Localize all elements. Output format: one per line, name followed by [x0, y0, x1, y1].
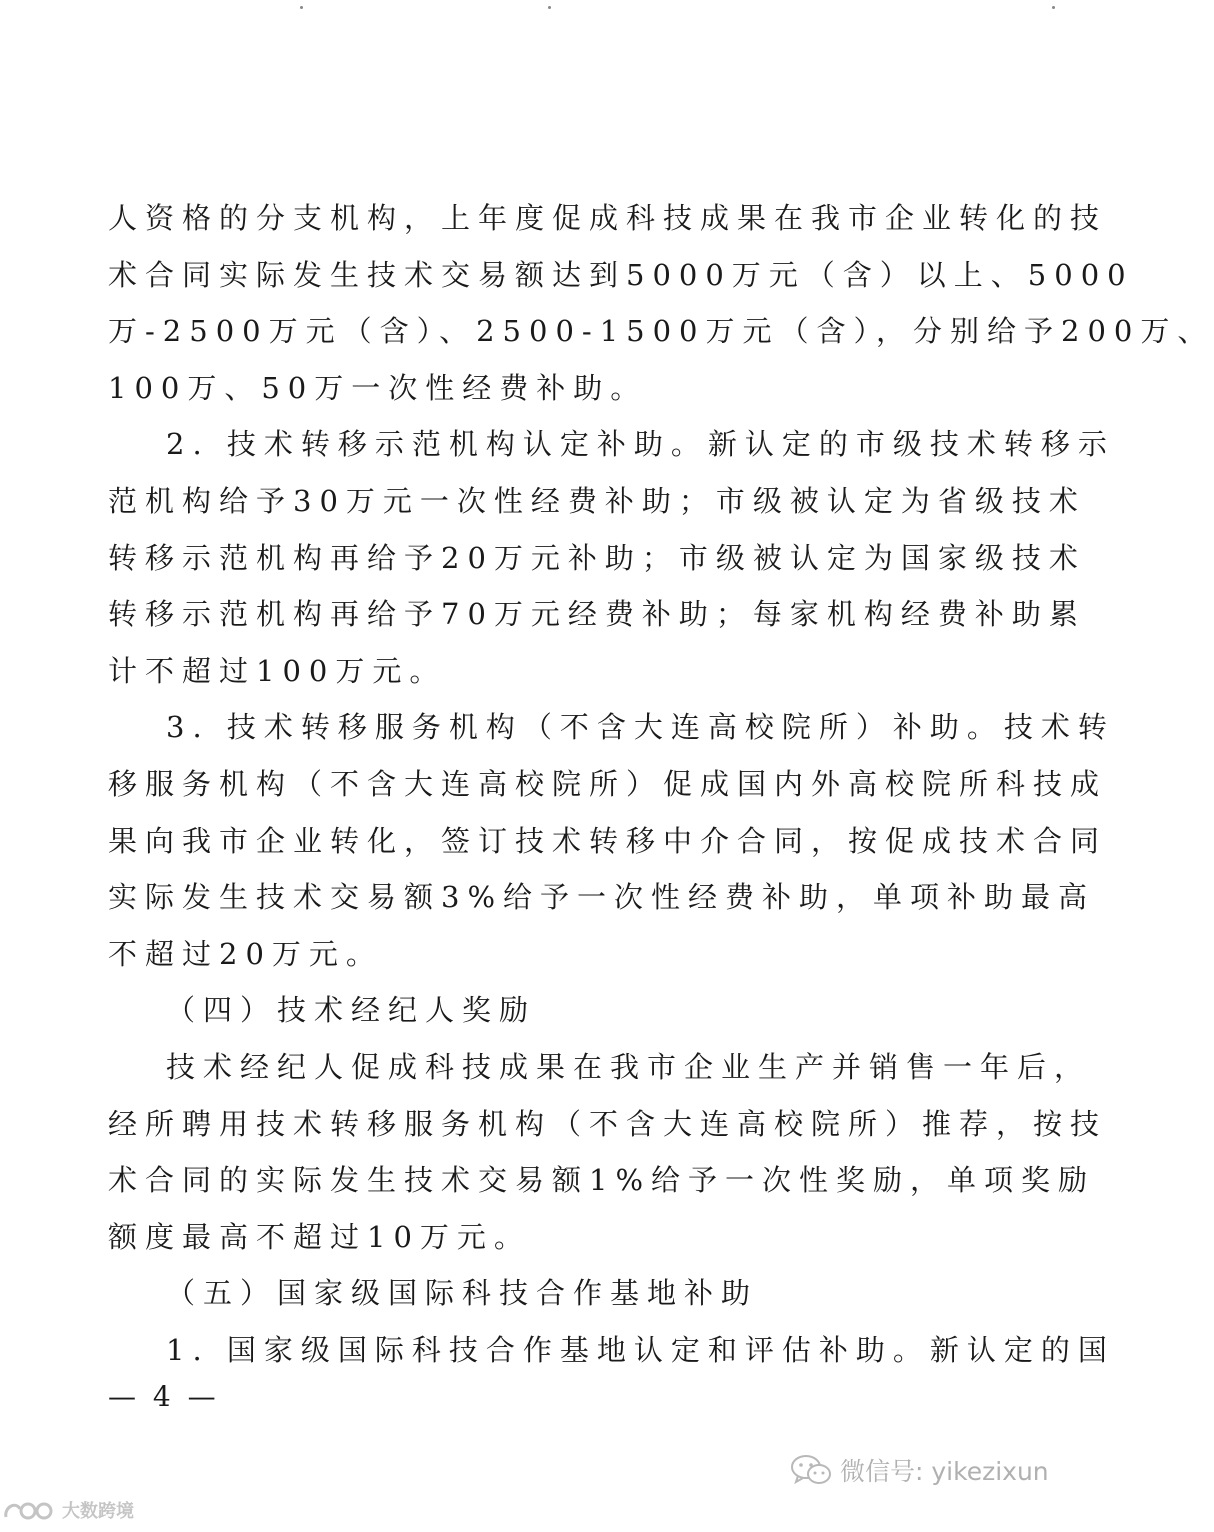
text-line: 移服务机构（不含大连高校院所）促成国内外高校院所科技成	[108, 766, 1108, 801]
text-line: 实际发生技术交易额3%给予一次性经费补助，单项补助最高	[108, 880, 1096, 915]
wechat-watermark	[790, 1452, 1049, 1488]
text-line: 转移示范机构再给予70万元经费补助；每家机构经费补助累	[108, 597, 1086, 632]
text-line: 果向我市企业转化，签订技术转移中介合同，按促成技术合同	[108, 823, 1108, 858]
text-line: 经所聘用技术转移服务机构（不含大连高校院所）推荐，按技	[108, 1106, 1108, 1141]
text-line: 不超过20万元。	[108, 936, 383, 971]
text-line: 额度最高不超过10万元。	[108, 1219, 531, 1254]
text-line: 2. 技术转移示范机构认定补助。新认定的市级技术转移示	[166, 427, 1115, 462]
logo-text: 大数跨境	[62, 1501, 134, 1522]
text-line: 转移示范机构再给予20万元补助；市级被认定为国家级技术	[108, 540, 1086, 575]
text-line: 术合同实际发生技术交易额达到5000万元（含）以上、5000	[108, 257, 1134, 292]
logo-icon	[2, 1497, 58, 1523]
wechat-id-text: 微信号: yikezixun	[840, 1457, 1049, 1486]
page-number: — 4 —	[108, 1380, 220, 1413]
body-text	[108, 190, 1214, 1378]
text-line: 万-2500万元（含）、2500-1500万元（含），分别给予200万、	[108, 314, 1214, 349]
text-line: 1. 国家级国际科技合作基地认定和评估补助。新认定的国	[166, 1332, 1115, 1367]
text-line: 术合同的实际发生技术交易额1%给予一次性奖励，单项奖励	[108, 1163, 1096, 1198]
text-line: （五）国家级国际科技合作基地补助	[166, 1276, 759, 1311]
text-line: 范机构给予30万元一次性经费补助；市级被认定为省级技术	[108, 483, 1086, 518]
scan-mark	[300, 6, 303, 9]
scan-mark	[548, 6, 551, 9]
scan-mark	[1052, 6, 1055, 9]
text-line: 100万、50万一次性经费补助。	[108, 370, 648, 405]
wechat-icon	[790, 1453, 832, 1487]
text-line: 3. 技术转移服务机构（不含大连高校院所）补助。技术转	[166, 710, 1115, 745]
text-line: 计不超过100万元。	[108, 653, 447, 688]
text-line: （四）技术经纪人奖励	[166, 993, 537, 1028]
brand-watermark	[2, 1497, 134, 1523]
text-line: 技术经纪人促成科技成果在我市企业生产并销售一年后，	[166, 1049, 1092, 1084]
text-line: 人资格的分支机构，上年度促成科技成果在我市企业转化的技	[108, 201, 1108, 235]
